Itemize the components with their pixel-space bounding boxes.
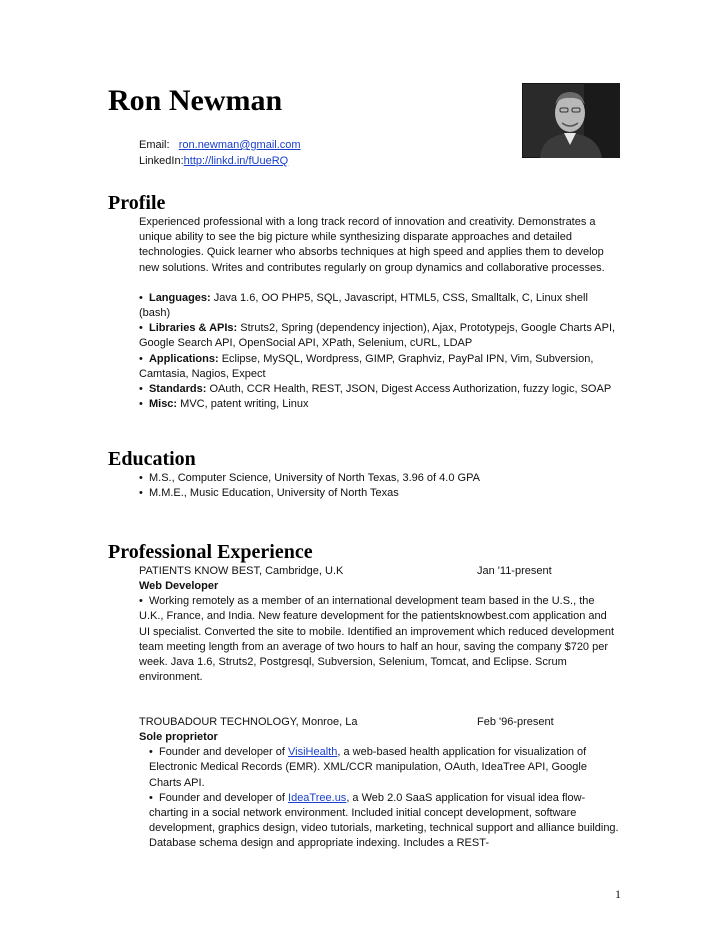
skill-text: Struts2, Spring (dependency injection), Ajax, Prototypejs, Google Charts API, Google Search API, OpenSocial API, XPath, Selenium, cURL, LDAP — [139, 322, 616, 350]
job-title: Web Developer — [139, 580, 219, 592]
job-bullet: • Founder and developer of VisiHealth, a web-based health application for visualization of Electronic Medical Records (EMR). XML/CCR manipulation, OAuth, IdeaTree API, Google Charts API. — [149, 746, 587, 789]
education-section — [139, 471, 619, 501]
job-entry — [139, 715, 619, 852]
linkedin-link[interactable]: http://linkd.in/fUueRQ — [183, 155, 289, 167]
education-item: • M.S., Computer Science, University of North Texas, 3.96 of 4.0 GPA — [139, 472, 480, 484]
skill-label: Applications: — [148, 352, 219, 365]
job-company: TROUBADOUR TECHNOLOGY, Monroe, La — [139, 716, 358, 728]
skill-item: • Standards: OAuth, CCR Health, REST, JSON, Digest Access Authorization, fuzzy logic, SOAP — [139, 383, 612, 396]
profile-section — [139, 215, 619, 412]
profile-summary: Experienced professional with a long track record of innovation and creativity. Demonstrates a unique ability to see the big picture while synthesizing disparate approaches and detailed technologies. Quick learner who absorbs techniques at high speed and applies them to develop new solutions. Writes and contributes regularly on group dynamics and collaborative processes. — [139, 216, 605, 274]
skill-label: Libraries & APIs: — [148, 322, 238, 335]
education-item: • M.M.E., Music Education, University of North Texas — [139, 487, 399, 500]
page-number: 1 — [615, 887, 621, 901]
skill-text: Java 1.6, OO PHP5, SQL, Javascript, HTML5, CSS, Smalltalk, C, Linux shell (bash) — [139, 291, 588, 320]
job-entry — [139, 564, 619, 685]
skill-item: • Applications: Eclipse, MySQL, Wordpress, GIMP, Graphviz, PayPal IPN, Vim, Subversion, Camtasia, Nagios, Expect — [139, 352, 594, 380]
resume-name: Ron Newman — [108, 84, 283, 117]
email-line — [139, 137, 301, 153]
job-bullet: • Founder and developer of IdeaTree.us, a Web 2.0 SaaS application for visual idea flow-charting in a social network environment. Included initial concept development, software development, graphics design, video tutorials, marketing, technical support and alliance building. Database schema design and appropriate indexing. Includes a REST- — [149, 791, 619, 850]
job-company: PATIENTS KNOW BEST, Cambridge, U.K — [139, 565, 344, 577]
ideatree-link[interactable]: IdeaTree.us — [288, 791, 347, 804]
job-header — [139, 715, 619, 730]
skill-item: • Libraries & APIs: Struts2, Spring (dependency injection), Ajax, Prototypejs, Google Charts API, Google Search API, OpenSocial API, XPath, Selenium, cURL, LDAP — [139, 322, 616, 350]
skill-label: Standards: — [148, 383, 207, 396]
skill-text: OAuth, CCR Health, REST, JSON, Digest Access Authorization, fuzzy logic, SOAP — [209, 383, 612, 396]
job-title: Sole proprietor — [139, 731, 218, 743]
skill-item: • Languages: Java 1.6, OO PHP5, SQL, Javascript, HTML5, CSS, Smalltalk, C, Linux shell (bash) — [139, 291, 588, 320]
job-dates: Feb '96-present — [477, 716, 554, 728]
skills-list — [139, 291, 619, 413]
linkedin-line — [139, 153, 301, 169]
job-dates: Jan '11-present — [477, 565, 552, 577]
education-heading: Education — [108, 448, 196, 470]
job-description: • Working remotely as a member of an international development team based in the U.S., the U.K., France, and India. New feature development for the patientsknowbest.com application and UI specialist. Converted the site to mobile. Identified an improvement which reduced development team meeting length from an average of two hours to half an hour, saving the company $720 per week. Java 1.6, Struts2, Postgresql, Subversion, Selenium, Tomcat, and Eclipse. Scrum environment. — [139, 595, 615, 684]
email-link[interactable]: ron.newman@gmail.com — [178, 139, 301, 151]
visihealth-link[interactable]: VisiHealth — [288, 746, 338, 759]
profile-photo — [522, 83, 620, 158]
job-header — [139, 564, 619, 579]
linkedin-label: LinkedIn: — [139, 155, 184, 167]
experience-heading: Professional Experience — [108, 541, 313, 563]
skill-text: MVC, patent writing, Linux — [180, 398, 309, 411]
skill-item: • Misc: MVC, patent writing, Linux — [139, 398, 309, 411]
contact-block — [139, 137, 301, 169]
skill-text: Eclipse, MySQL, Wordpress, GIMP, Graphviz, PayPal IPN, Vim, Subversion, Camtasia, Nagios, Expect — [139, 352, 594, 380]
skill-label: Languages: — [148, 291, 211, 304]
email-label: Email: — [139, 139, 170, 151]
profile-heading: Profile — [108, 192, 166, 214]
skill-label: Misc: — [148, 398, 178, 411]
